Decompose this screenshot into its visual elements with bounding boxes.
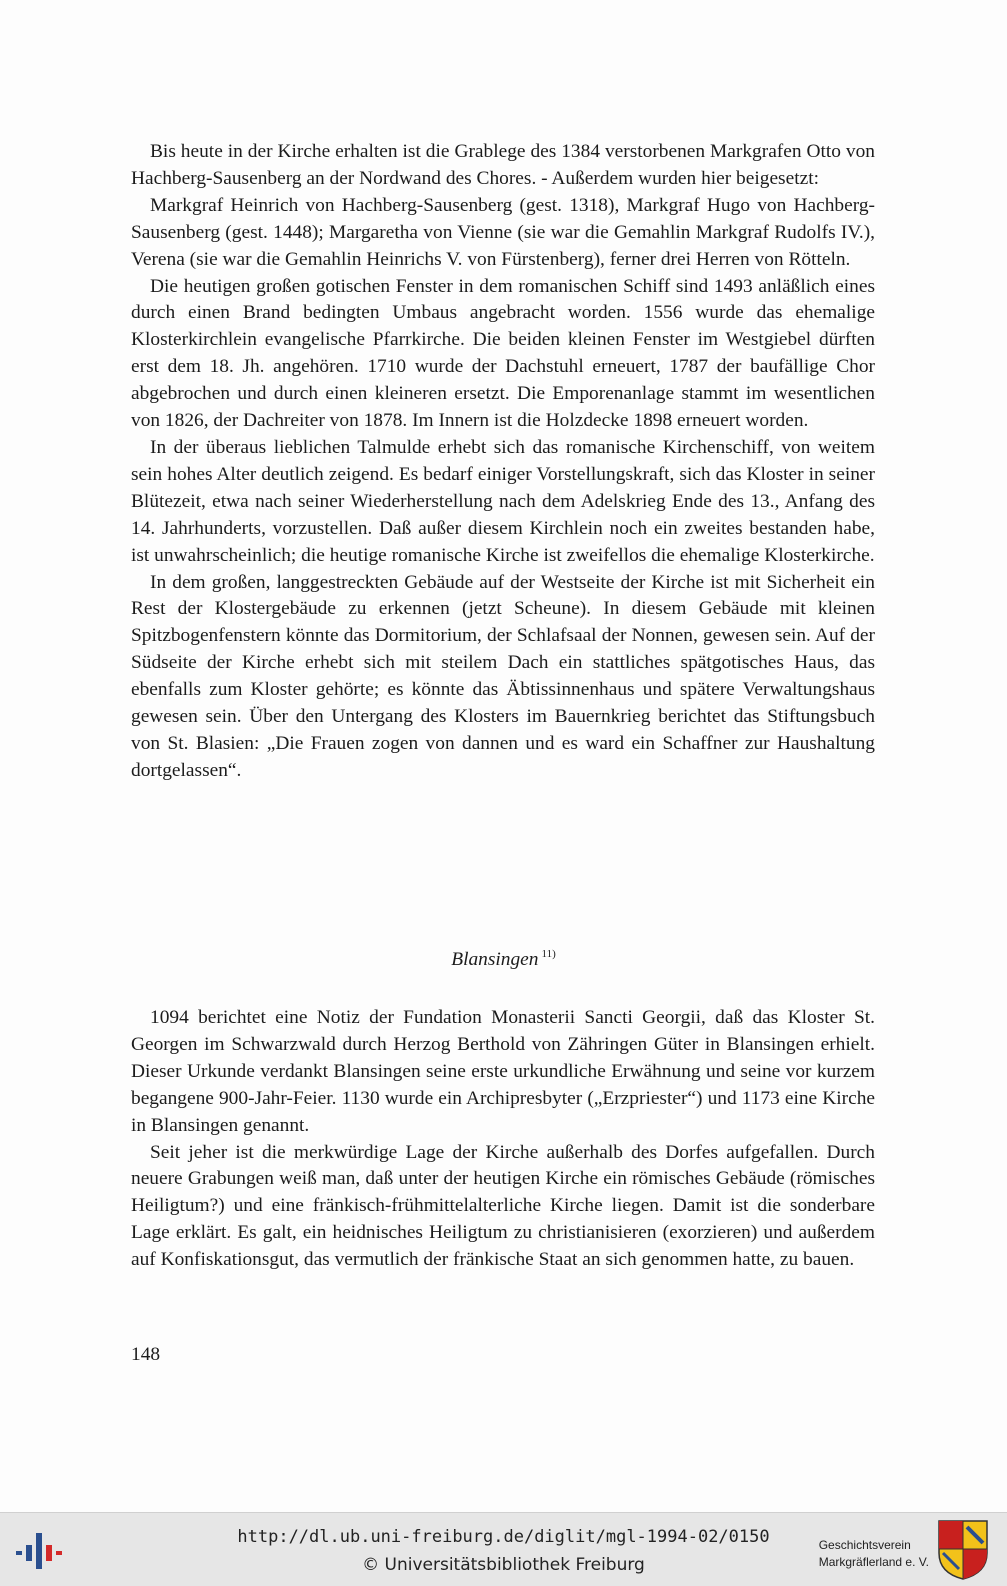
society-name (819, 1537, 929, 1571)
body-text-bottom (131, 1005, 875, 1274)
paragraph: Seit jeher ist die merkwürdige Lage der Kirche außerhalb des Dorfes aufgefallen. Durch neuere Grabungen weiß man, daß unter der heutigen Kirche ein römisches Gebäude (römisches Heiligtum?) und eine fränkisch-frühmittelalterliche Kirche liegen. Damit ist die sonderbare Lage erklärt. Es galt, ein heidnisches Heiligtum zu christianisieren (exorzieren) und außerdem auf Konfiskationsgut, das vermutlich der fränkische Staat an sich genommen hatte, zu bauen. (131, 1141, 875, 1271)
coat-of-arms-icon (937, 1519, 989, 1581)
paragraph: Die heutigen großen gotischen Fenster in dem romanischen Schiff sind 1493 anläßlich eines durch einen Brand bedingten Umbaus angebracht worden. 1556 wurde das ehemalige Klosterkirchlein evangelische Pfarrkirche. Die beiden kleinen Fenster im Westgiebel dürften erst dem 18. Jh. angehören. 1710 wurde der Dachstuhl erneuert, 1787 der baufällige Chor abgebrochen und durch einen kleineren ersetzt. Die Emporenanlage stammt im wesentlichen von 1826, der Dachreiter von 1878. Im Innern ist die Holzdecke 1898 erneuert worden. (131, 275, 875, 432)
paragraph: Markgraf Heinrich von Hachberg-Sausenberg (gest. 1318), Markgraf Hugo von Hachberg-Sausenberg (gest. 1448); Margaretha von Vienne (sie war die Gemahlin Markgraf Rudolfs IV.), Verena (sie war die Gemahlin Heinrichs V. von Fürstenberg), ferner drei Herren von Rötteln. (131, 194, 875, 270)
society-line1: Geschichtsverein (818, 1538, 911, 1552)
section-heading (0, 948, 1007, 971)
footnote-marker: 11) (541, 948, 556, 960)
paragraph: In dem großen, langgestreckten Gebäude auf der Westseite der Kirche ist mit Sicherheit ein Rest der Klostergebäude zu erkennen (jetzt Scheune). In diesem Gebäude mit kleinen Spitzbogenfenstern könnte das Dormitorium, der Schlafsaal der Nonnen, gewesen sein. Auf der Südseite der Kirche erhebt sich mit steilem Dach ein stattliches spätgotisches Haus, das ebenfalls zum Kloster gehörte; es könnte das Äbtissinnenhaus und spätere Verwaltungshaus gewesen sein. Über den Untergang des Klosters im Bauernkrieg berichtet das Stiftungsbuch von St. Blasien: „Die Frauen zogen von dannen und es ward ein Schaffner zur Haushaltung dortgelassen“. (131, 571, 875, 781)
footer-bar (0, 1512, 1007, 1586)
paragraph: 1094 berichtet eine Notiz der Fundation Monasterii Sancti Georgii, daß das Kloster St. Georgen im Schwarzwald durch Herzog Berthold von Zähringen Güter in Blansingen erhielt. Dieser Urkunde verdankt Blansingen seine erste urkundliche Erwähnung und seine vor kurzem begangene 900-Jahr-Feier. 1130 wurde ein Archipresbyter („Erzpriester“) und 1173 eine Kirche in Blansingen genannt. (131, 1007, 875, 1136)
page-number: 148 (131, 1344, 161, 1365)
heading-text: Blansingen (451, 949, 539, 970)
paragraph: In der überaus lieblichen Talmulde erhebt sich das romanische Kirchenschiff, von weitem sein hohes Alter deutlich zeigend. Es bedarf einiger Vorstellungskraft, sich das Kloster in seiner Blütezeit, etwa nach seiner Wiederherstellung nach dem Adelskrieg Ende des 13., Anfang des 14. Jahrhunderts, vorzustellen. Daß außer diesem Kirchlein noch ein zweites bestanden habe, ist unwahrscheinlich; die heutige romanische Kirche ist zweifellos die ehemalige Klosterkirche. (131, 436, 875, 566)
footer-url-link[interactable]: http://dl.ub.uni-freiburg.de/diglit/mgl-1994-02/0150 (237, 1527, 770, 1547)
paragraph: Bis heute in der Kirche erhalten ist die Grablege des 1384 verstorbenen Markgrafen Otto von Hachberg-Sausenberg an der Nordwand des Chores. - Außerdem wurden hier beigesetzt: (131, 141, 875, 189)
society-line2: Markgräflerland e. V. (818, 1555, 929, 1569)
footer-copyright: © Universitätsbibliothek Freiburg (362, 1555, 645, 1575)
body-text-top (131, 139, 875, 785)
